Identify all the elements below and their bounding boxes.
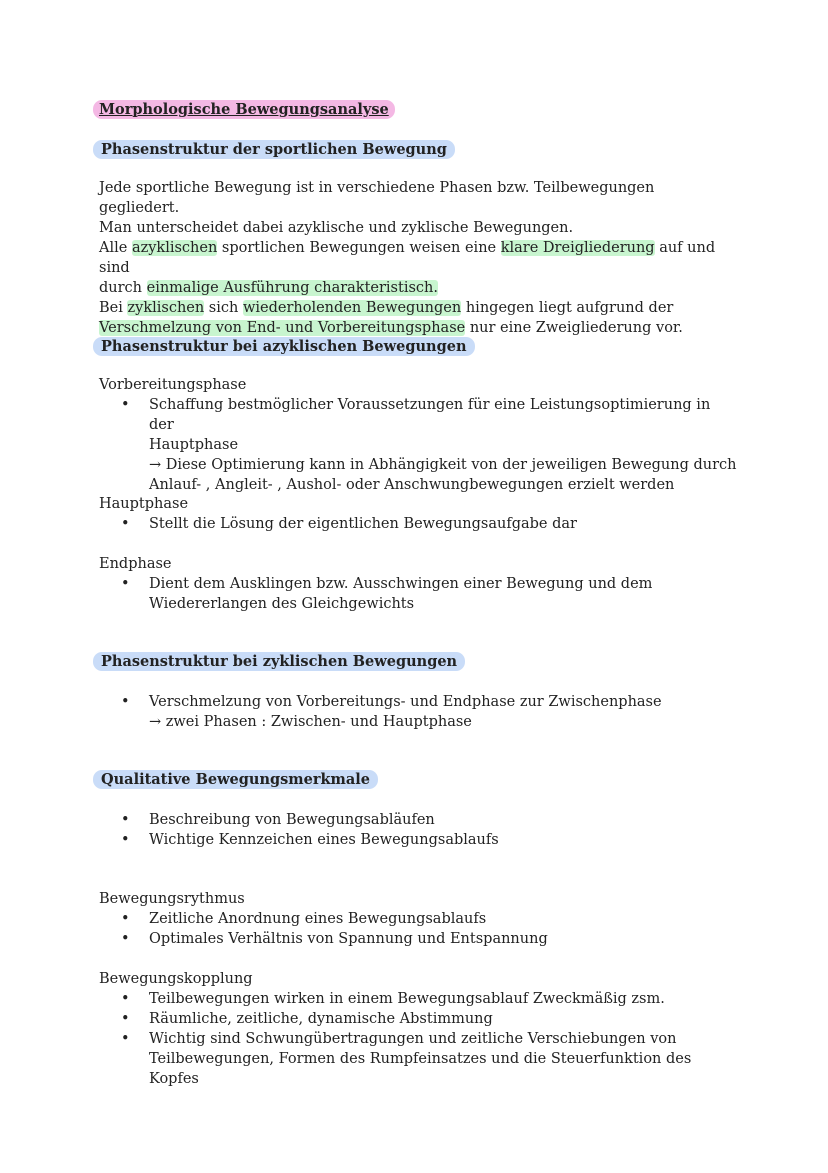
text-run: sich [204,300,243,316]
bullet-list [99,395,739,495]
highlighted-text: azyklischen [131,240,218,256]
list-item-line: Teilbewegungen, Formen des Rumpfeinsatzes und die Steuerfunktion des Kopfes [149,1051,692,1087]
text-run: Alle [99,240,132,256]
section-zyklisch-list [99,692,739,732]
bullet-list [99,574,739,614]
list-item: • Optimales Verhältnis von Spannung und Entspannung [99,929,739,949]
list-item-line: Hauptphase [149,437,239,453]
bullet-list [99,514,739,534]
document-title: Morphologische Bewegungsanalyse [93,100,395,119]
list-item: • Teilbewegungen wirken in einem Bewegungsablauf Zweckmäßig zsm. [99,989,739,1009]
bullet-list [99,989,739,1089]
phase-label: Endphase [99,556,172,572]
section-heading: Phasenstruktur der sportlichen Bewegung [93,140,455,159]
list-item-line: → zwei Phasen : Zwischen- und Hauptphase [149,714,472,730]
merkmal-label: Bewegungsrythmus [99,891,245,907]
list-item-line: Wiedererlangen des Gleichgewichts [149,596,415,612]
section-heading: Phasenstruktur bei zyklischen Bewegungen [93,652,465,671]
section-qualitativ-list [99,810,739,850]
list-item-line: • Wichtig sind Schwungübertragungen und zeitliche Verschiebungen von [149,1031,677,1047]
text-run: nur eine Zweigliederung vor. [465,320,683,336]
merkmal-rhythmus [99,889,739,949]
paragraph-line: Jede sportliche Bewegung ist in verschiedene Phasen bzw. Teilbewegungen gegliedert. [99,180,655,216]
section-heading: Qualitative Bewegungsmerkmale [93,770,378,789]
merkmal-label: Bewegungskopplung [99,971,253,987]
paragraph-line: Man unterscheidet dabei azyklische und zyklische Bewegungen. [99,220,574,236]
highlighted-text: wiederholenden Bewegungen [242,300,462,316]
document-title-block [99,100,739,120]
phase-end [99,554,739,614]
section-heading-phasenstruktur [99,140,739,160]
section-heading-qualitativ [99,770,739,790]
text-run: sportlichen Bewegungen weisen eine [217,240,501,256]
phase-haupt [99,494,739,534]
phase-label: Vorbereitungsphase [99,377,247,393]
list-item-line: • Dient dem Ausklingen bzw. Ausschwingen einer Bewegung und dem [149,576,653,592]
text-run: auf und sind [99,240,716,276]
list-item: • Räumliche, zeitliche, dynamische Abstimmung [99,1009,739,1029]
section-heading-azyklisch [99,337,739,357]
highlighted-text: Verschmelzung von End- und Vorbereitungsphase [99,320,466,336]
highlighted-text: einmalige Ausführung charakteristisch. [146,280,438,296]
paragraph-line [99,318,739,338]
section-paragraph-intro [99,178,739,338]
bullet-list [99,692,739,732]
highlighted-text: zyklischen [127,300,205,316]
paragraph-line [99,298,739,318]
list-item: • Zeitliche Anordnung eines Bewegungsablaufs [99,909,739,929]
list-item: • Beschreibung von Bewegungsabläufen [99,810,739,830]
list-item: • Stellt die Lösung der eigentlichen Bewegungsaufgabe dar [99,514,739,534]
bullet-list [99,810,739,850]
list-item-line: • Verschmelzung von Vorbereitungs- und Endphase zur Zwischenphase [149,694,662,710]
list-item-line: Anlauf- , Angleit- , Aushol- oder Anschwungbewegungen erzielt werden [149,477,675,493]
list-item [99,574,739,614]
phase-vorbereitung [99,375,739,495]
bullet-list [99,909,739,949]
list-item-line: • Schaffung bestmöglicher Voraussetzungen für eine Leistungsoptimierung in der [149,397,711,433]
section-heading: Phasenstruktur bei azyklischen Bewegungen [93,337,475,356]
text-run: durch [99,280,147,296]
section-heading-zyklisch [99,652,739,672]
highlighted-text: klare Dreigliederung [500,240,655,256]
merkmal-kopplung [99,969,739,1089]
list-item [99,395,739,495]
text-run: hingegen liegt aufgrund der [461,300,674,316]
paragraph-line [99,278,739,298]
list-item: • Wichtige Kennzeichen eines Bewegungsablaufs [99,830,739,850]
list-item-line: → Diese Optimierung kann in Abhängigkeit von der jeweiligen Bewegung durch [149,457,737,473]
text-run: Bei [99,300,128,316]
list-item [99,692,739,732]
paragraph-line [99,238,739,278]
phase-label: Hauptphase [99,496,189,512]
list-item [99,1029,739,1089]
